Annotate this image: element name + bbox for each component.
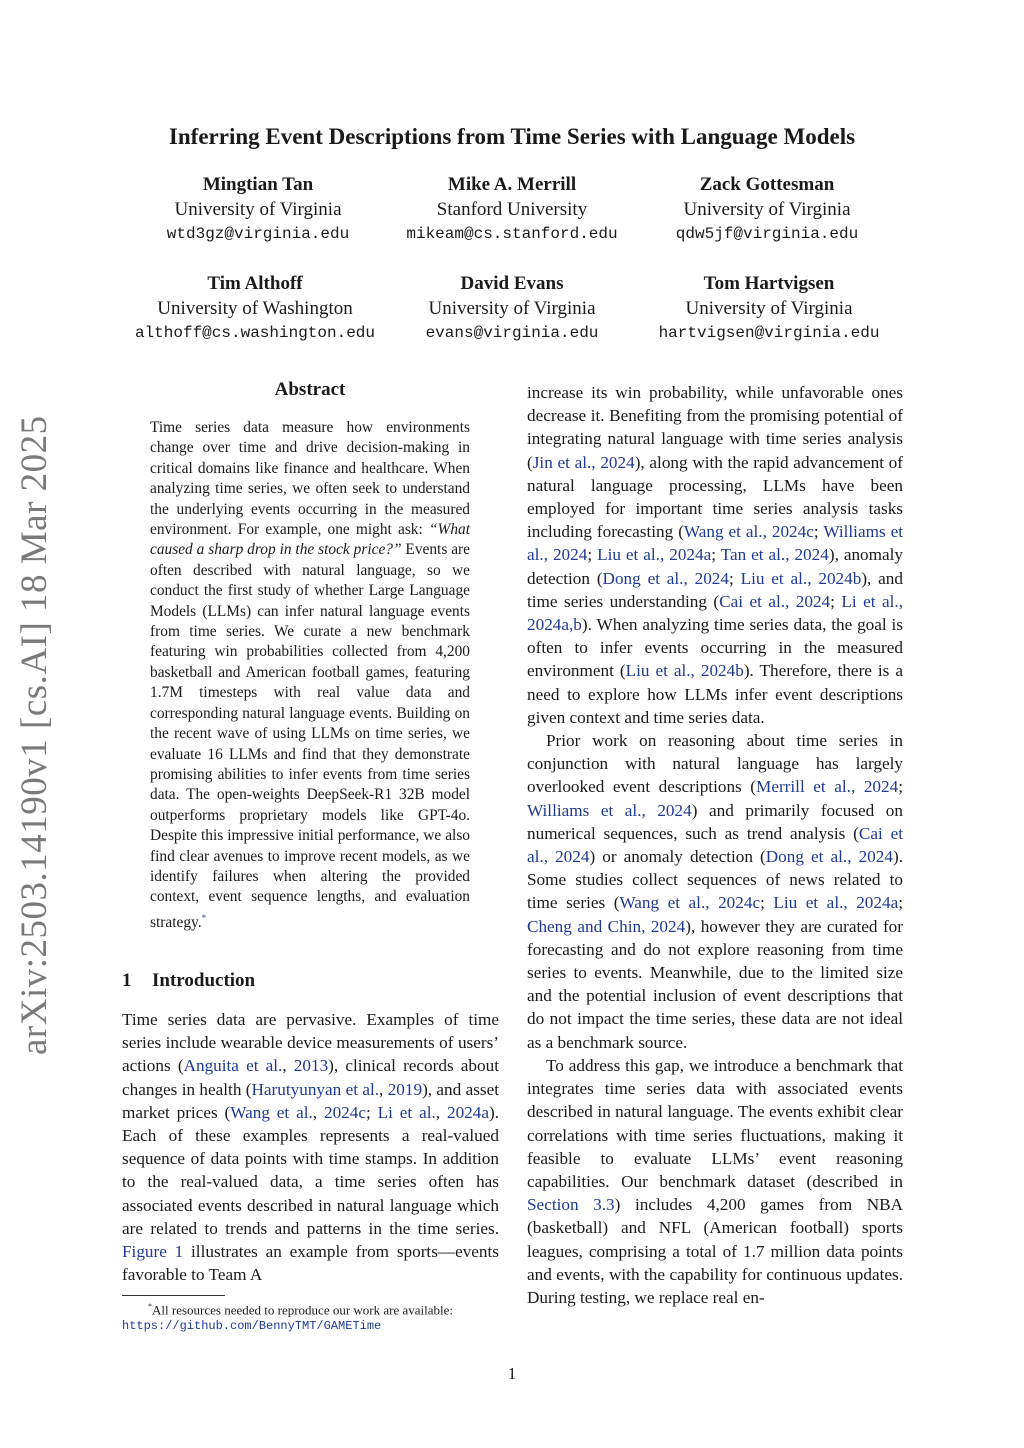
paragraph-text: ) or anomaly detection ( (589, 847, 766, 867)
abstract-text: Time series data measure how environments change over time and drive decision-making in critical domains like finance and healthcare. When analyzing time series, we often seek to understand the underlying events occurring in the measured environment. For example, one might ask: (150, 419, 470, 539)
citation-link[interactable]: Dong et al., 2024 (765, 847, 893, 867)
paragraph-text: , (379, 1079, 388, 1099)
citation-link[interactable]: Liu et al., 2024b (740, 568, 862, 588)
citation-link[interactable]: Wang et al. (230, 1102, 313, 1122)
paragraph-text: Time series data are pervasive. Examples of time series include wearable device measurements of users’ actions ( (122, 1010, 499, 1076)
paragraph-text: Prior work on reasoning about time series in conjunction with natural language has largely overlooked event descriptions ( (527, 731, 903, 797)
paragraph-text: , (282, 1056, 294, 1076)
citation-link[interactable]: Tan et al., 2024 (720, 545, 829, 565)
section-heading-introduction (122, 970, 255, 992)
citation-link[interactable]: Cheng and Chin, 2024 (527, 916, 686, 936)
paragraph-text: ), along with the rapid advancement of natural language processing, LLMs have been employed for important time series analysis tasks including forecasting ( (527, 452, 903, 542)
citation-link[interactable]: Wang et al., 2024c (619, 893, 761, 913)
citation-link[interactable]: Liu et al., 2024a (597, 545, 712, 565)
page-number: 1 (507, 1364, 517, 1383)
author-affiliation: University of Virginia (174, 199, 342, 220)
paragraph-text: To address this gap, we introduce a benchmark that integrates time series data with associated events described in natural language. The events exhibit clear correlations with time series fluctuations, making it feasible to evaluate LLMs’ event reasoning capabilities. Our benchmark dataset (described in (527, 1055, 903, 1191)
author-email[interactable]: wtd3gz@virginia.edu (166, 225, 350, 243)
author-block (617, 172, 917, 246)
citation-link[interactable]: Dong et al., 2024 (602, 568, 729, 588)
author-affiliation: University of Washington (157, 298, 353, 319)
footnote-mark: * (148, 1302, 152, 1311)
paragraph-text: ). When analyzing time series data, the goal is often to infer events occurring in the measured environment ( (527, 615, 903, 681)
author-affiliation: Stanford University (436, 199, 588, 220)
footnote-divider (122, 1295, 225, 1296)
author-email[interactable]: hartvigsen@virginia.edu (658, 324, 880, 342)
author-affiliation: University of Virginia (685, 298, 853, 319)
paragraph-text: ), and asset market prices ( (122, 1079, 500, 1122)
abstract-body (150, 418, 470, 933)
citation-link[interactable]: Li et al., 2024a,b (527, 591, 903, 635)
paragraph-text: ), clinical records about changes in health ( (122, 1056, 499, 1099)
paragraph-text: ; (813, 522, 824, 542)
footnote (122, 1298, 502, 1335)
author-affiliation: University of Virginia (428, 298, 596, 319)
paragraph-text: ; (830, 591, 842, 611)
intro-paragraph (122, 1008, 499, 1286)
author-email[interactable]: qdw5jf@virginia.edu (675, 225, 859, 243)
paragraph-text: , (435, 1102, 447, 1122)
section-title: Introduction (152, 970, 256, 991)
author-name: Tim Althoff (207, 273, 303, 294)
citation-link[interactable]: Liu et al., 2024a (773, 893, 899, 913)
section-number: 1 (122, 970, 132, 991)
footnote-repository-link[interactable]: https://github.com/BennyTMT/GAMETime (122, 1319, 382, 1334)
abstract-heading: Abstract (274, 379, 346, 400)
citation-link[interactable]: Merrill et al., 2024 (756, 777, 899, 797)
citation-link[interactable]: Williams et al., 2024 (527, 800, 692, 820)
citation-link[interactable]: Liu et al., 2024b (625, 661, 744, 681)
intro-paragraph (527, 381, 903, 729)
paragraph-text: ). Some studies collect sequences of news related to time series ( (527, 847, 903, 913)
paragraph-text: ; (711, 545, 721, 565)
intro-paragraph (527, 729, 903, 1054)
paragraph-text: illustrates an example from sports—events favorable to Team A (122, 1242, 499, 1285)
figure-reference-link[interactable]: Figure 1 (122, 1242, 184, 1262)
paragraph-text: , (312, 1102, 324, 1122)
footnote-marker[interactable]: * (201, 912, 207, 923)
paragraph-text: ; (729, 568, 741, 588)
paragraph-text: increase its win probability, while unfavorable ones decrease it. Benefiting from the promising potential of integrating natural language with time series analysis ( (527, 383, 903, 472)
citation-link[interactable]: Cai et al., 2024 (527, 823, 903, 867)
section-reference-link[interactable]: Section 3.3 (527, 1195, 615, 1215)
author-email[interactable]: mikeam@cs.stanford.edu (406, 225, 618, 243)
citation-link[interactable]: Harutyunyan et al. (251, 1079, 380, 1099)
paragraph-text: ; (898, 893, 903, 913)
paragraph-text: ), and time series understanding ( (527, 568, 903, 611)
author-block (362, 271, 662, 345)
footnote-body: All resources needed to reproduce our work are available: (152, 1302, 454, 1318)
paragraph-text: ), however they are curated for forecasting and do not explore reasoning from time series to events. Meanwhile, due to the limited size and the potential inclusion of event descriptions that do not impact the time series, these data are not ideal as a benchmark source. (527, 916, 903, 1052)
author-name: Mingtian Tan (202, 174, 314, 195)
arxiv-identifier-text: arXiv:2503.14190v1 [cs.AI] 18 Mar 2025 (14, 415, 55, 1055)
intro-paragraph (527, 1054, 903, 1309)
author-block (619, 271, 919, 345)
author-block (105, 271, 405, 345)
paragraph-text: ; (365, 1102, 378, 1122)
right-column (527, 381, 903, 1309)
paragraph-text: ). Therefore, there is a need to explore how LLMs infer event descriptions given context and time series data. (527, 661, 903, 727)
paragraph-text: ; (760, 893, 774, 913)
paragraph-text: ; (898, 777, 903, 797)
citation-link[interactable]: 2019 (387, 1079, 423, 1099)
citation-link[interactable]: 2024a (446, 1102, 489, 1122)
citation-link[interactable]: 2024c (323, 1102, 366, 1122)
paper-title: Inferring Event Descriptions from Time Series with Language Models (168, 124, 856, 149)
author-name: Tom Hartvigsen (703, 273, 835, 294)
citation-link[interactable]: Williams et al., 2024 (527, 522, 903, 565)
author-email[interactable]: althoff@cs.washington.edu (134, 324, 376, 342)
paragraph-text: ) includes 4,200 games from NBA (basketball) and NFL (American football) sports leagues, comprising a total of 1.7 million data points and events, with the capability for continuous updates. During testing, we replace real en- (527, 1195, 903, 1307)
author-affiliation: University of Virginia (683, 199, 851, 220)
paragraph-text: ) and primarily focused on numerical sequences, such as trend analysis ( (527, 800, 903, 843)
citation-link[interactable]: 2013 (293, 1056, 329, 1076)
footnote-text (122, 1298, 502, 1318)
author-name: Mike A. Merrill (447, 174, 577, 195)
citation-link[interactable]: Wang et al., 2024c (683, 522, 814, 542)
abstract-text: Events are often described with natural language, so we conduct the first study of whether Large Language Models (LLMs) can infer natural language events from time series. We curate a new benchmark featuring win probabilities collected from 4,200 basketball and American football games, featuring 1.7M timesteps with real value data and corresponding natural language events. Building on the recent wave of using LLMs on time series, we evaluate 16 LLMs and find that they demonstrate promising abilities to infer events from time series data. The open-weights DeepSeek-R1 32B model outperforms proprietary models like GPT-4o. Despite this impressive initial performance, we also find clear avenues to improve recent models, as we identify failures when altering the provided context, event sequence lengths, and evaluation strategy. (150, 541, 470, 931)
paragraph-text: ), anomaly detection ( (527, 545, 904, 588)
paragraph-text: ; (587, 545, 598, 565)
abstract-example-question: “What caused a sharp drop in the stock price?” (150, 521, 470, 559)
paragraph-text: ). Each of these examples represents a real-valued sequence of data points with time stamps. In addition to the real-valued data, a time series often has associated events described in natural language which are related to trends and patterns in the time series. (122, 1102, 500, 1238)
author-name: David Evans (460, 273, 564, 294)
citation-link[interactable]: Li et al. (377, 1102, 436, 1122)
author-email[interactable]: evans@virginia.edu (425, 324, 599, 342)
citation-link[interactable]: Anguita et al. (183, 1056, 283, 1076)
author-name: Zack Gottesman (699, 174, 835, 195)
citation-link[interactable]: Jin et al., 2024 (532, 452, 635, 472)
citation-link[interactable]: Cai et al., 2024 (719, 591, 831, 611)
